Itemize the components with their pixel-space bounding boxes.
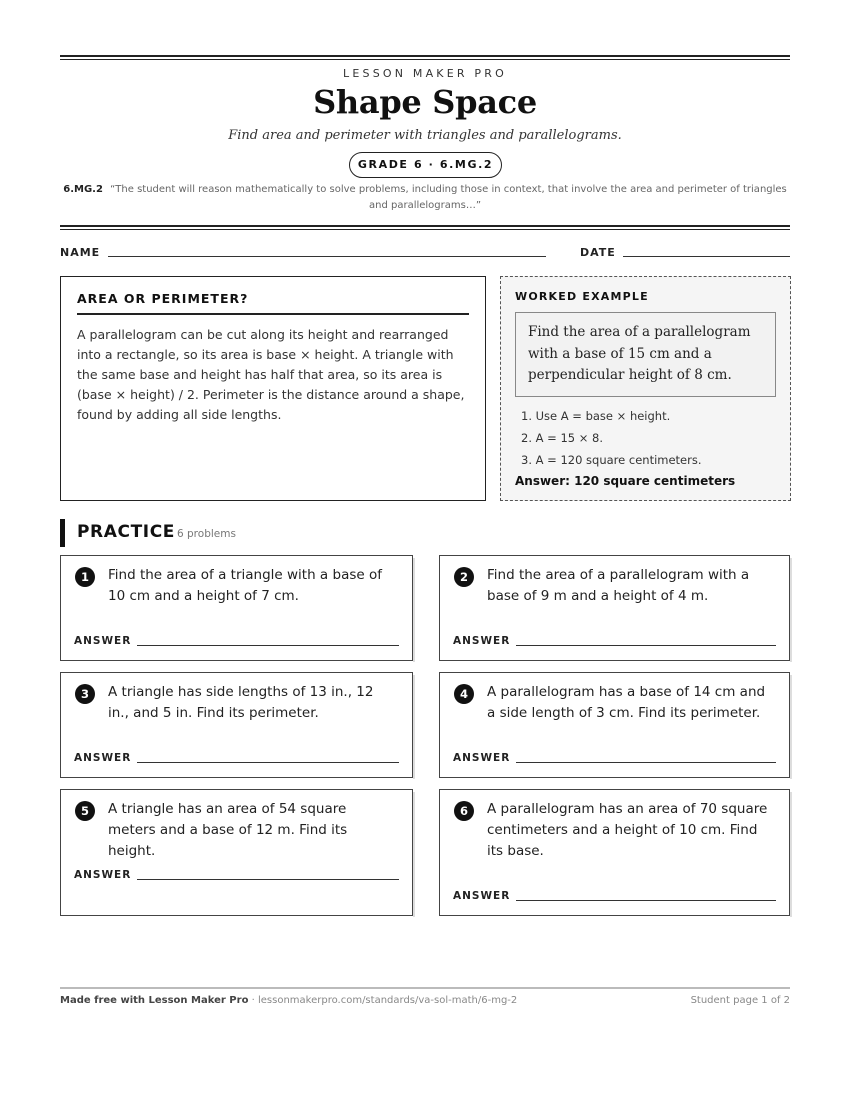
answer-field[interactable]	[516, 900, 776, 901]
worked-example-title: WORKED EXAMPLE	[515, 290, 649, 303]
name-field[interactable]	[108, 256, 546, 257]
problem-number: 1	[75, 567, 95, 587]
worked-step: 2. A = 15 × 8.	[521, 430, 603, 445]
date-field[interactable]	[623, 256, 790, 257]
standard-code: 6.MG.2	[63, 184, 103, 195]
footer-made-with: Made free with Lesson Maker Pro	[60, 995, 249, 1006]
grade-badge: GRADE 6 · 6.MG.2	[349, 152, 502, 178]
problem-text: A parallelogram has an area of 70 square centimeters and a height of 10 cm. Find its base.	[487, 801, 768, 859]
name-label: NAME	[60, 246, 101, 259]
problem-number: 6	[454, 801, 474, 821]
worked-step: 3. A = 120 square centimeters.	[521, 452, 702, 467]
footer-credit	[60, 995, 517, 1006]
problem-card-2	[439, 555, 790, 661]
problem-text: Find the area of a triangle with a base of 10 cm and a height of 7 cm.	[108, 567, 382, 604]
problem-number: 5	[75, 801, 95, 821]
practice-title: PRACTICE	[77, 522, 175, 542]
answer-field[interactable]	[516, 762, 776, 763]
brand-name: LESSON MAKER PRO	[343, 67, 507, 80]
problem-card-6	[439, 789, 790, 916]
answer-label: ANSWER	[74, 635, 132, 647]
problem-card-4	[439, 672, 790, 778]
answer-field[interactable]	[137, 645, 399, 646]
worked-example-answer: Answer: 120 square centimeters	[515, 473, 736, 488]
answer-label: ANSWER	[453, 752, 511, 764]
footer-page-number: Student page 1 of 2	[690, 995, 790, 1006]
answer-label: ANSWER	[74, 869, 132, 881]
footer-url[interactable]: · lessonmakerpro.com/standards/va-sol-math/6-mg-2	[248, 995, 518, 1006]
concept-body: A parallelogram can be cut along its height and rearranged into a rectangle, so its area is base × height. A triangle with the same base and height has half that area, so its area is (base × height) / 2. Perimeter is the distance around a shape, found by adding all side lengths.	[77, 327, 465, 422]
answer-field[interactable]	[137, 762, 399, 763]
problem-card-3	[60, 672, 413, 778]
answer-field[interactable]	[137, 879, 399, 880]
practice-accent-bar	[60, 519, 65, 547]
answer-field[interactable]	[516, 645, 776, 646]
problem-text: A parallelogram has a base of 14 cm and a side length of 3 cm. Find its perimeter.	[487, 684, 766, 721]
problem-text: A triangle has an area of 54 square meters and a base of 12 m. Find its height.	[108, 801, 348, 859]
header-top-rule	[60, 55, 790, 60]
concept-title: AREA OR PERIMETER?	[77, 291, 469, 315]
worked-step: 1. Use A = base × height.	[521, 408, 671, 423]
problem-number: 3	[75, 684, 95, 704]
practice-count: 6 problems	[177, 528, 236, 540]
standard-text: “The student will reason mathematically to solve problems, including those in context, that involve the area and perimeter of triangles and parallelograms…”	[110, 184, 787, 211]
answer-label: ANSWER	[74, 752, 132, 764]
page-title: Shape Space	[313, 83, 537, 121]
problem-text: A triangle has side lengths of 13 in., 12 in., and 5 in. Find its perimeter.	[108, 684, 374, 721]
standard-description	[62, 182, 788, 214]
worked-example-box	[500, 276, 791, 501]
problem-number: 2	[454, 567, 474, 587]
problem-card-5	[60, 789, 413, 916]
problem-number: 4	[454, 684, 474, 704]
footer-rule	[60, 987, 790, 989]
worked-example-steps	[515, 405, 776, 471]
problem-text: Find the area of a parallelogram with a base of 9 m and a height of 4 m.	[487, 567, 750, 604]
answer-label: ANSWER	[453, 635, 511, 647]
problem-card-1	[60, 555, 413, 661]
date-label: DATE	[580, 246, 616, 259]
page-subtitle: Find area and perimeter with triangles and parallelograms.	[228, 128, 622, 143]
header-bottom-rule	[60, 225, 790, 230]
worked-example-problem: Find the area of a parallelogram with a base of 15 cm and a perpendicular height of 8 cm.	[515, 312, 776, 397]
concept-box	[60, 276, 486, 501]
answer-label: ANSWER	[453, 890, 511, 902]
